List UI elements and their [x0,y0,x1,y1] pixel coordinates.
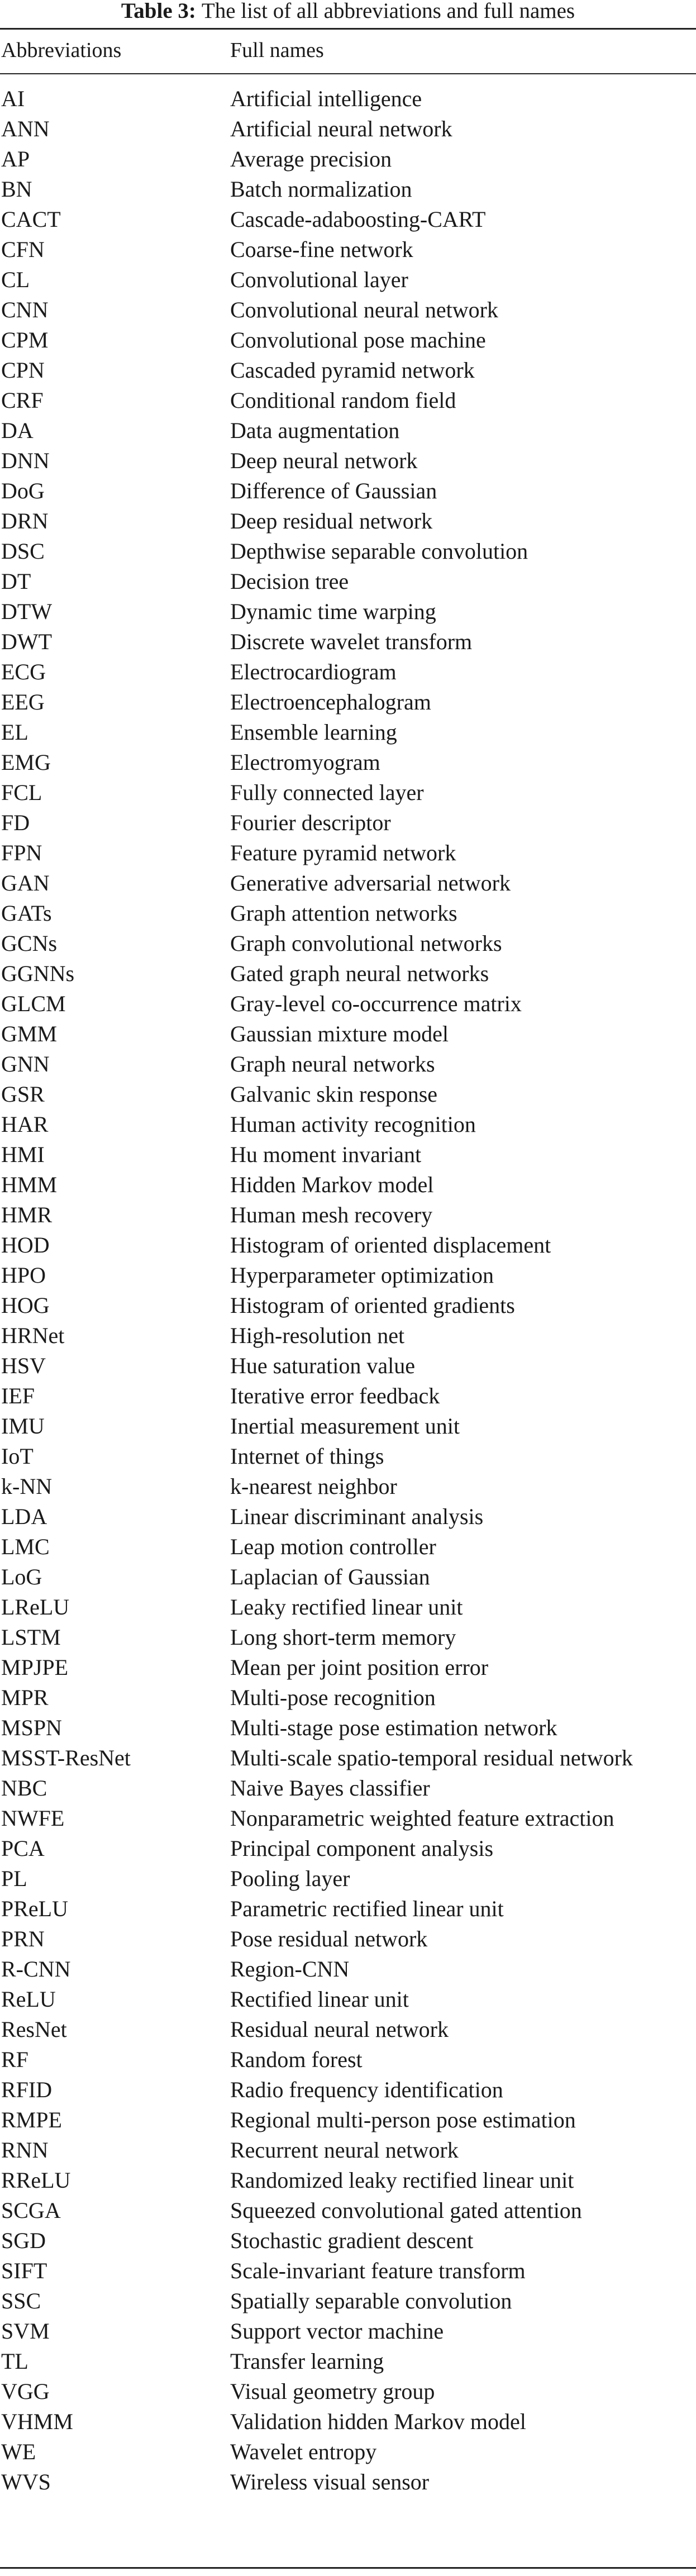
table-row [0,1622,696,1653]
abbreviation-cell: RNN [1,2137,49,2163]
full-name-cell: Random forest [230,2047,363,2072]
full-name-cell: Mean per joint position error [230,1655,489,1680]
table-row [0,868,696,898]
full-name-cell: Electrocardiogram [230,659,397,684]
table-row [0,1441,696,1472]
table-row [0,536,696,566]
full-name-cell: Generative adversarial network [230,870,511,896]
table-row [0,1773,696,1803]
full-name-cell: Randomized leaky rectified linear unit [230,2168,574,2193]
abbreviation-cell: SSC [1,2288,41,2313]
table-caption-text: The list of all abbreviations and full names [201,0,575,23]
table-row [0,235,696,265]
abbreviation-cell: HPO [1,1263,46,1288]
table-row [0,2015,696,2045]
full-name-cell: Cascaded pyramid network [230,358,475,383]
table-row [0,1200,696,1230]
full-name-cell: Squeezed convolutional gated attention [230,2198,582,2223]
full-name-cell: Hue saturation value [230,1353,415,1378]
abbreviation-cell: PRN [1,1926,45,1951]
full-name-cell: Wavelet entropy [230,2439,377,2464]
header-abbreviations: Abbreviations [1,39,122,62]
abbreviation-cell: ResNet [1,2017,67,2042]
abbreviation-cell: GATs [1,901,52,926]
full-name-cell: Graph neural networks [230,1051,435,1077]
abbreviation-cell: IoT [1,1444,34,1469]
top-rule [0,28,696,30]
table-row [0,84,696,114]
table-row [0,2226,696,2256]
full-name-cell: Graph convolutional networks [230,931,502,956]
table-row [0,2437,696,2467]
full-name-cell: Conditional random field [230,388,456,413]
table-row [0,1683,696,1713]
full-name-cell: Gated graph neural networks [230,961,489,986]
table-row [0,1743,696,1773]
table-row [0,385,696,416]
abbreviation-cell: SIFT [1,2258,47,2283]
full-name-cell: Stochastic gradient descent [230,2228,474,2253]
full-name-cell: Leaky rectified linear unit [230,1594,463,1620]
full-name-cell: Parametric rectified linear unit [230,1896,504,1921]
abbreviation-cell: GNN [1,1051,50,1077]
abbreviation-cell: GLCM [1,991,66,1016]
table-row [0,325,696,355]
abbreviation-cell: NWFE [1,1806,65,1831]
full-name-cell: Radio frequency identification [230,2077,503,2102]
table-row [0,2135,696,2165]
abbreviation-cell: GCNs [1,931,58,956]
table-row [0,2377,696,2407]
table-row [0,2286,696,2316]
full-name-cell: Deep neural network [230,448,418,473]
full-name-cell: Galvanic skin response [230,1082,438,1107]
abbreviation-cell: DSC [1,539,45,564]
full-name-cell: Gray-level co-occurrence matrix [230,991,522,1016]
bottom-rule [0,2567,696,2569]
abbreviation-cell: WVS [1,2469,51,2494]
full-name-cell: Deep residual network [230,508,433,534]
table-row [0,416,696,446]
abbreviation-cell: PL [1,1866,27,1891]
full-name-cell: Principal component analysis [230,1836,494,1861]
full-name-cell: k-nearest neighbor [230,1474,397,1499]
table-row [0,1351,696,1381]
table-row [0,1502,696,1532]
abbreviation-cell: WE [1,2439,36,2464]
abbreviation-cell: HMR [1,1202,53,1227]
abbreviation-cell: ANN [1,116,50,141]
full-name-cell: Inertial measurement unit [230,1413,460,1439]
full-name-cell: Human activity recognition [230,1112,476,1137]
full-name-cell: Support vector machine [230,2318,444,2344]
abbreviation-cell: SGD [1,2228,46,2253]
table-row [0,717,696,747]
full-name-cell: Hu moment invariant [230,1142,422,1167]
full-name-cell: Visual geometry group [230,2379,435,2404]
full-name-cell: Artificial neural network [230,116,452,141]
full-name-cell: Rectified linear unit [230,1987,409,2012]
full-name-cell: Transfer learning [230,2349,384,2374]
full-name-cell: Coarse-fine network [230,237,413,262]
abbreviation-cell: CRF [1,388,44,413]
full-name-cell: Naive Bayes classifier [230,1775,430,1801]
abbreviation-cell: LoG [1,1564,42,1589]
table-row [0,898,696,928]
full-name-cell: Human mesh recovery [230,1202,433,1227]
table-row [0,1260,696,1291]
table-row [0,2105,696,2135]
header-full-names: Full names [230,39,324,62]
abbreviation-cell: SCGA [1,2198,61,2223]
abbreviation-cell: GSR [1,1082,45,1107]
full-name-cell: Multi-stage pose estimation network [230,1715,557,1740]
table-row [0,2407,696,2437]
full-name-cell: Nonparametric weighted feature extraction [230,1806,614,1831]
abbreviation-cell: DoG [1,478,45,503]
abbreviation-cell: k-NN [1,1474,53,1499]
full-name-cell: Fourier descriptor [230,810,391,835]
full-name-cell: Difference of Gaussian [230,478,437,503]
abbreviation-cell: BN [1,177,32,202]
abbreviation-cell: DRN [1,508,49,534]
full-name-cell: Data augmentation [230,418,400,443]
table-row [0,1653,696,1683]
table-row [0,2165,696,2196]
full-name-cell: Recurrent neural network [230,2137,459,2163]
abbreviation-cell: NBC [1,1775,47,1801]
table-row [0,1592,696,1622]
table-row [0,657,696,687]
abbreviation-cell: DWT [1,629,53,654]
full-name-cell: Leap motion controller [230,1534,436,1559]
full-name-cell: Hidden Markov model [230,1172,434,1197]
table-row [0,778,696,808]
table-row [0,928,696,959]
full-name-cell: Multi-scale spatio-temporal residual network [230,1745,633,1770]
table-row [0,687,696,717]
table-row [0,1894,696,1924]
full-name-cell: Laplacian of Gaussian [230,1564,430,1589]
abbreviation-cell: DA [1,418,34,443]
full-name-cell: Artificial intelligence [230,86,422,111]
table-row [0,1019,696,1049]
table-caption-label: Table 3: [121,0,196,23]
full-name-cell: Pose residual network [230,1926,428,1951]
table-row [0,1562,696,1592]
table-row [0,1954,696,1984]
full-name-cell: Long short-term memory [230,1625,456,1650]
table-row [0,1472,696,1502]
full-name-cell: Electroencephalogram [230,689,431,715]
abbreviation-cell: HOG [1,1293,50,1318]
full-name-cell: Histogram of oriented displacement [230,1232,551,1258]
full-name-cell: Pooling layer [230,1866,350,1891]
full-name-cell: Gaussian mixture model [230,1021,449,1046]
table-row [0,1049,696,1079]
table-row [0,2196,696,2226]
abbreviation-cell: DTW [1,599,53,624]
abbreviation-cell: SVM [1,2318,50,2344]
abbreviation-cell: GMM [1,1021,58,1046]
abbreviation-cell: CACT [1,207,61,232]
abbreviation-cell: RFID [1,2077,53,2102]
table-row [0,1170,696,1200]
full-name-cell: Convolutional layer [230,267,408,292]
full-name-cell: Iterative error feedback [230,1383,440,1408]
table-row [0,295,696,325]
table-row [0,808,696,838]
table-row [0,1110,696,1140]
table-row [0,1713,696,1743]
abbreviation-cell: RReLU [1,2168,71,2193]
table-row [0,204,696,235]
table-row [0,627,696,657]
table-row [0,1321,696,1351]
abbreviation-cell: RF [1,2047,28,2072]
abbreviation-cell: RMPE [1,2107,62,2132]
table-row [0,747,696,778]
full-name-cell: Batch normalization [230,177,412,202]
abbreviation-cell: HAR [1,1112,49,1137]
abbreviation-cell: LReLU [1,1594,70,1620]
full-name-cell: Spatially separable convolution [230,2288,512,2313]
table-row [0,174,696,204]
table-row [0,144,696,174]
abbreviation-cell: HRNet [1,1323,65,1348]
abbreviation-cell: MPJPE [1,1655,69,1680]
table-row [0,2316,696,2346]
abbreviation-cell: EMG [1,750,51,775]
abbreviation-cell: CL [1,267,30,292]
full-name-cell: Electromyogram [230,750,380,775]
abbreviation-cell: VGG [1,2379,50,2404]
table-row [0,2256,696,2286]
abbreviation-cell: CPN [1,358,45,383]
table-row [0,2346,696,2377]
full-name-cell: Dynamic time warping [230,599,436,624]
abbreviation-cell: PCA [1,1836,45,1861]
table-row [0,265,696,295]
abbreviation-cell: AP [1,146,30,172]
table-row [0,1834,696,1864]
abbreviation-cell: MSST-ResNet [1,1745,131,1770]
abbreviation-cell: EEG [1,689,45,715]
table-row [0,355,696,385]
table-row [0,838,696,868]
abbreviation-cell: DT [1,569,31,594]
table-row [0,476,696,506]
abbreviation-cell: ReLU [1,1987,56,2012]
table-row [0,2075,696,2105]
full-name-cell: Feature pyramid network [230,840,456,865]
full-name-cell: Graph attention networks [230,901,457,926]
full-name-cell: Convolutional pose machine [230,327,486,353]
table-row [0,566,696,597]
abbreviation-cell: MPR [1,1685,49,1710]
abbreviation-cell: HOD [1,1232,50,1258]
abbreviation-cell: MSPN [1,1715,62,1740]
abbreviation-cell: AI [1,86,25,111]
table-row [0,2045,696,2075]
full-name-cell: Convolutional neural network [230,297,498,322]
full-name-cell: Hyperparameter optimization [230,1263,494,1288]
table-row [0,1924,696,1954]
full-name-cell: Validation hidden Markov model [230,2409,526,2434]
table-row [0,114,696,144]
full-name-cell: Fully connected layer [230,780,424,805]
table-row [0,1381,696,1411]
abbreviation-cell: LSTM [1,1625,61,1650]
abbreviation-cell: CNN [1,297,49,322]
abbreviation-cell: CFN [1,237,45,262]
abbreviation-cell: GGNNs [1,961,75,986]
abbreviation-cell: HMM [1,1172,58,1197]
full-name-cell: Average precision [230,146,392,172]
table-row [0,989,696,1019]
full-name-cell: Multi-pose recognition [230,1685,436,1710]
table-row [0,1140,696,1170]
table-header [0,39,696,61]
table-caption [0,0,696,22]
full-name-cell: Scale-invariant feature transform [230,2258,526,2283]
full-name-cell: Discrete wavelet transform [230,629,473,654]
table-row [0,959,696,989]
abbreviation-cell: IEF [1,1383,35,1408]
abbreviation-cell: IMU [1,1413,45,1439]
abbreviation-cell: PReLU [1,1896,68,1921]
table-row [0,446,696,476]
abbreviation-cell: ECG [1,659,46,684]
abbreviation-cell: TL [1,2349,28,2374]
table-row [0,1079,696,1110]
full-name-cell: Region-CNN [230,1956,350,1982]
full-name-cell: Ensemble learning [230,720,397,745]
table-row [0,1803,696,1834]
table-row [0,1291,696,1321]
full-name-cell: Regional multi-person pose estimation [230,2107,576,2132]
table-row [0,1411,696,1441]
abbreviation-cell: LDA [1,1504,47,1529]
abbreviation-cell: DNN [1,448,50,473]
full-name-cell: Decision tree [230,569,349,594]
full-name-cell: Histogram of oriented gradients [230,1293,515,1318]
abbreviation-cell: GAN [1,870,50,896]
abbreviation-cell: FD [1,810,30,835]
table-row [0,597,696,627]
abbreviation-cell: FPN [1,840,42,865]
abbreviation-cell: R-CNN [1,1956,71,1982]
full-name-cell: High-resolution net [230,1323,405,1348]
table-row [0,1230,696,1260]
table-row [0,1984,696,2015]
full-name-cell: Wireless visual sensor [230,2469,430,2494]
full-name-cell: Residual neural network [230,2017,449,2042]
table-row [0,506,696,536]
abbreviation-cell: EL [1,720,28,745]
table-row [0,1864,696,1894]
abbreviation-cell: FCL [1,780,42,805]
full-name-cell: Internet of things [230,1444,384,1469]
full-name-cell: Cascade-adaboosting-CART [230,207,486,232]
table-row [0,2467,696,2497]
abbreviation-cell: CPM [1,327,49,353]
abbreviation-cell: HSV [1,1353,46,1378]
abbreviation-cell: LMC [1,1534,50,1559]
header-rule [0,73,696,74]
table-row [0,1532,696,1562]
full-name-cell: Linear discriminant analysis [230,1504,484,1529]
full-name-cell: Depthwise separable convolution [230,539,528,564]
table-body [0,84,696,2497]
abbreviation-cell: VHMM [1,2409,73,2434]
abbreviation-cell: HMI [1,1142,45,1167]
